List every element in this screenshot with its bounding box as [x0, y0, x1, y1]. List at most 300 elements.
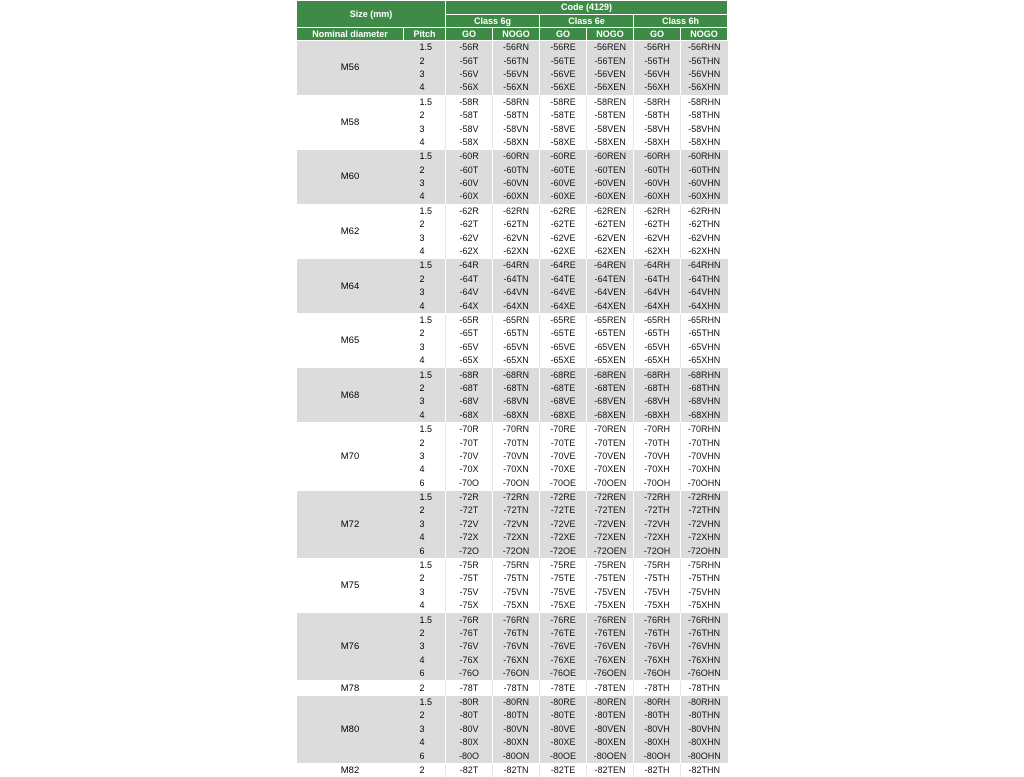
pitch-cell: 6: [404, 667, 446, 681]
nogo-6g-header: NOGO: [493, 28, 540, 41]
nogo-6e-code-cell: -56TEN: [587, 54, 634, 67]
go-6e-code-cell: -78TE: [540, 681, 587, 695]
table-row: [297, 150, 728, 164]
go-6e-code-cell: -62VE: [540, 231, 587, 244]
nogo-6g-code-cell: -70XN: [493, 463, 540, 476]
table-row: [297, 681, 728, 695]
pitch-cell: 4: [404, 299, 446, 313]
pitch-cell: 3: [404, 122, 446, 135]
go-6g-code-cell: -75V: [446, 586, 493, 599]
nogo-6g-code-cell: -62TN: [493, 218, 540, 231]
pitch-cell: 2: [404, 627, 446, 640]
pitch-cell: 4: [404, 245, 446, 259]
nogo-6h-code-cell: -76OHN: [681, 667, 728, 681]
go-6g-code-cell: -80X: [446, 736, 493, 749]
nogo-6e-code-cell: -80VEN: [587, 723, 634, 736]
pitch-cell: 3: [404, 231, 446, 244]
nogo-6e-code-cell: -60REN: [587, 150, 634, 164]
nogo-6e-code-cell: -65TEN: [587, 327, 634, 340]
nogo-6h-code-cell: -70OHN: [681, 477, 728, 491]
nogo-6g-code-cell: -76XN: [493, 654, 540, 667]
go-6h-code-cell: -60XH: [634, 190, 681, 204]
nogo-6h-code-cell: -56XHN: [681, 81, 728, 95]
nominal-diameter-cell: M65: [297, 313, 404, 368]
go-6h-code-cell: -82TH: [634, 763, 681, 777]
pitch-cell: 6: [404, 749, 446, 763]
nogo-6g-code-cell: -56VN: [493, 68, 540, 81]
pitch-header: Pitch: [404, 28, 446, 41]
table-row: [297, 41, 728, 55]
nogo-6g-code-cell: -56TN: [493, 54, 540, 67]
nogo-6h-code-cell: -60VHN: [681, 177, 728, 190]
go-6g-code-cell: -64X: [446, 299, 493, 313]
nogo-6g-code-cell: -80XN: [493, 736, 540, 749]
go-6h-code-cell: -60RH: [634, 150, 681, 164]
go-6e-code-cell: -60TE: [540, 164, 587, 177]
nogo-6e-code-cell: -62TEN: [587, 218, 634, 231]
pitch-cell: 4: [404, 531, 446, 544]
nogo-6h-code-cell: -64XHN: [681, 299, 728, 313]
go-6h-code-cell: -72OH: [634, 544, 681, 558]
go-6e-code-cell: -72VE: [540, 518, 587, 531]
go-6e-code-cell: -65TE: [540, 327, 587, 340]
pitch-cell: 3: [404, 450, 446, 463]
table-row: [297, 259, 728, 273]
go-6e-code-cell: -62RE: [540, 204, 587, 218]
nogo-6e-code-cell: -76TEN: [587, 627, 634, 640]
go-6e-code-cell: -75TE: [540, 572, 587, 585]
class-6e-header: Class 6e: [540, 15, 634, 28]
nogo-6e-code-cell: -80XEN: [587, 736, 634, 749]
nogo-6g-code-cell: -80VN: [493, 723, 540, 736]
go-6h-code-cell: -72VH: [634, 518, 681, 531]
table-row: [297, 763, 728, 777]
go-6h-code-cell: -78TH: [634, 681, 681, 695]
nogo-6g-code-cell: -76TN: [493, 627, 540, 640]
nogo-6h-code-cell: -58VHN: [681, 122, 728, 135]
go-6e-code-cell: -76XE: [540, 654, 587, 667]
go-6h-code-cell: -56XH: [634, 81, 681, 95]
pitch-cell: 4: [404, 736, 446, 749]
nogo-6h-code-cell: -80RHN: [681, 695, 728, 709]
go-6h-code-cell: -76XH: [634, 654, 681, 667]
pitch-cell: 4: [404, 463, 446, 476]
pitch-cell: 1.5: [404, 490, 446, 504]
nogo-6h-code-cell: -58THN: [681, 109, 728, 122]
nogo-6e-code-cell: -65REN: [587, 313, 634, 327]
pitch-cell: 4: [404, 354, 446, 368]
nogo-6g-code-cell: -64TN: [493, 273, 540, 286]
pitch-cell: 1.5: [404, 313, 446, 327]
pitch-cell: 1.5: [404, 41, 446, 55]
go-6h-header: GO: [634, 28, 681, 41]
go-6h-code-cell: -80VH: [634, 723, 681, 736]
nominal-diameter-cell: M56: [297, 41, 404, 96]
nominal-diameter-cell: M78: [297, 681, 404, 695]
go-6g-code-cell: -78T: [446, 681, 493, 695]
go-6h-code-cell: -75XH: [634, 599, 681, 613]
go-6e-code-cell: -58RE: [540, 95, 587, 109]
class-6g-header: Class 6g: [446, 15, 540, 28]
go-6e-code-cell: -80VE: [540, 723, 587, 736]
pitch-cell: 3: [404, 286, 446, 299]
nogo-6g-code-cell: -58TN: [493, 109, 540, 122]
nogo-6g-code-cell: -72RN: [493, 490, 540, 504]
go-6e-code-cell: -72OE: [540, 544, 587, 558]
nogo-6e-header: NOGO: [587, 28, 634, 41]
nogo-6e-code-cell: -72TEN: [587, 504, 634, 517]
go-6g-code-cell: -75X: [446, 599, 493, 613]
nominal-diameter-cell: M68: [297, 368, 404, 423]
nogo-6g-code-cell: -56XN: [493, 81, 540, 95]
go-6e-code-cell: -80XE: [540, 736, 587, 749]
nogo-6e-code-cell: -70TEN: [587, 436, 634, 449]
go-6h-code-cell: -80TH: [634, 709, 681, 722]
go-6g-code-cell: -65V: [446, 341, 493, 354]
go-6h-code-cell: -70VH: [634, 450, 681, 463]
nogo-6g-code-cell: -70ON: [493, 477, 540, 491]
nogo-6h-code-cell: -64THN: [681, 273, 728, 286]
go-6e-code-cell: -65XE: [540, 354, 587, 368]
go-6h-code-cell: -68RH: [634, 368, 681, 382]
go-6g-code-cell: -72R: [446, 490, 493, 504]
nogo-6g-code-cell: -70RN: [493, 422, 540, 436]
go-6e-code-cell: -65VE: [540, 341, 587, 354]
nogo-6h-code-cell: -80THN: [681, 709, 728, 722]
nogo-6g-code-cell: -72TN: [493, 504, 540, 517]
nogo-6e-code-cell: -68TEN: [587, 382, 634, 395]
pitch-cell: 1.5: [404, 558, 446, 572]
table-row: [297, 95, 728, 109]
pitch-cell: 1.5: [404, 613, 446, 627]
go-6h-code-cell: -72TH: [634, 504, 681, 517]
go-6h-code-cell: -80OH: [634, 749, 681, 763]
go-6e-code-cell: -58TE: [540, 109, 587, 122]
go-6e-code-cell: -75XE: [540, 599, 587, 613]
nogo-6g-code-cell: -58VN: [493, 122, 540, 135]
nogo-6e-code-cell: -68VEN: [587, 395, 634, 408]
go-6e-code-cell: -68VE: [540, 395, 587, 408]
go-6h-code-cell: -76OH: [634, 667, 681, 681]
nogo-6g-code-cell: -58RN: [493, 95, 540, 109]
go-6h-code-cell: -75RH: [634, 558, 681, 572]
nogo-6g-code-cell: -70TN: [493, 436, 540, 449]
go-6g-header: GO: [446, 28, 493, 41]
nogo-6g-code-cell: -65XN: [493, 354, 540, 368]
go-6e-code-cell: -58XE: [540, 136, 587, 150]
go-6e-code-cell: -65RE: [540, 313, 587, 327]
nogo-6e-code-cell: -76VEN: [587, 640, 634, 653]
go-6h-code-cell: -68TH: [634, 382, 681, 395]
go-6g-code-cell: -76O: [446, 667, 493, 681]
go-6g-code-cell: -68R: [446, 368, 493, 382]
nogo-6e-code-cell: -72OEN: [587, 544, 634, 558]
go-6e-code-cell: -70RE: [540, 422, 587, 436]
go-6h-code-cell: -64VH: [634, 286, 681, 299]
nogo-6h-code-cell: -70THN: [681, 436, 728, 449]
table-row: [297, 695, 728, 709]
go-6h-code-cell: -72XH: [634, 531, 681, 544]
go-6g-code-cell: -68V: [446, 395, 493, 408]
go-6h-code-cell: -62RH: [634, 204, 681, 218]
table-row: [297, 313, 728, 327]
table-row: [297, 422, 728, 436]
nogo-6e-code-cell: -60VEN: [587, 177, 634, 190]
go-6e-header: GO: [540, 28, 587, 41]
go-6h-code-cell: -70XH: [634, 463, 681, 476]
code-header: Code (4129): [446, 1, 728, 15]
go-6g-code-cell: -72V: [446, 518, 493, 531]
nogo-6g-code-cell: -75RN: [493, 558, 540, 572]
table-row: [297, 490, 728, 504]
nogo-6h-code-cell: -72THN: [681, 504, 728, 517]
go-6g-code-cell: -72T: [446, 504, 493, 517]
nogo-6e-code-cell: -75VEN: [587, 586, 634, 599]
go-6g-code-cell: -65R: [446, 313, 493, 327]
go-6g-code-cell: -56R: [446, 41, 493, 55]
go-6g-code-cell: -72O: [446, 544, 493, 558]
nogo-6g-code-cell: -76ON: [493, 667, 540, 681]
go-6g-code-cell: -75T: [446, 572, 493, 585]
go-6e-code-cell: -60RE: [540, 150, 587, 164]
go-6g-code-cell: -65T: [446, 327, 493, 340]
pitch-cell: 4: [404, 81, 446, 95]
go-6h-code-cell: -70OH: [634, 477, 681, 491]
nogo-6g-code-cell: -75TN: [493, 572, 540, 585]
pitch-cell: 6: [404, 477, 446, 491]
pitch-cell: 2: [404, 273, 446, 286]
nogo-6e-code-cell: -62XEN: [587, 245, 634, 259]
nogo-6g-code-cell: -76RN: [493, 613, 540, 627]
nogo-6h-code-cell: -75XHN: [681, 599, 728, 613]
pitch-cell: 3: [404, 518, 446, 531]
nogo-6g-code-cell: -60VN: [493, 177, 540, 190]
go-6e-code-cell: -56RE: [540, 41, 587, 55]
go-6g-code-cell: -62R: [446, 204, 493, 218]
nogo-6h-code-cell: -76RHN: [681, 613, 728, 627]
nogo-6e-code-cell: -75TEN: [587, 572, 634, 585]
go-6e-code-cell: -64RE: [540, 259, 587, 273]
nogo-6h-code-cell: -78THN: [681, 681, 728, 695]
pitch-cell: 4: [404, 136, 446, 150]
pitch-cell: 1.5: [404, 422, 446, 436]
nogo-6h-code-cell: -76THN: [681, 627, 728, 640]
go-6e-code-cell: -72XE: [540, 531, 587, 544]
pitch-cell: 3: [404, 640, 446, 653]
go-6h-code-cell: -58TH: [634, 109, 681, 122]
class-6h-header: Class 6h: [634, 15, 728, 28]
go-6e-code-cell: -76RE: [540, 613, 587, 627]
go-6h-code-cell: -60TH: [634, 164, 681, 177]
nogo-6e-code-cell: -76XEN: [587, 654, 634, 667]
go-6e-code-cell: -64VE: [540, 286, 587, 299]
pitch-cell: 2: [404, 681, 446, 695]
go-6g-code-cell: -80V: [446, 723, 493, 736]
nogo-6g-code-cell: -60XN: [493, 190, 540, 204]
go-6g-code-cell: -60V: [446, 177, 493, 190]
go-6e-code-cell: -56VE: [540, 68, 587, 81]
table-row: [297, 368, 728, 382]
go-6e-code-cell: -76VE: [540, 640, 587, 653]
nogo-6g-code-cell: -78TN: [493, 681, 540, 695]
nogo-6e-code-cell: -56VEN: [587, 68, 634, 81]
go-6e-code-cell: -70TE: [540, 436, 587, 449]
go-6g-code-cell: -60X: [446, 190, 493, 204]
go-6h-code-cell: -64TH: [634, 273, 681, 286]
go-6e-code-cell: -72RE: [540, 490, 587, 504]
go-6e-code-cell: -56TE: [540, 54, 587, 67]
go-6h-code-cell: -65RH: [634, 313, 681, 327]
size-header: Size (mm): [297, 1, 446, 28]
pitch-cell: 1.5: [404, 204, 446, 218]
nominal-diameter-cell: M70: [297, 422, 404, 490]
nogo-6h-code-cell: -65RHN: [681, 313, 728, 327]
go-6e-code-cell: -62XE: [540, 245, 587, 259]
go-6h-code-cell: -72RH: [634, 490, 681, 504]
go-6e-code-cell: -56XE: [540, 81, 587, 95]
nogo-6e-code-cell: -72XEN: [587, 531, 634, 544]
nogo-6h-code-cell: -62VHN: [681, 231, 728, 244]
go-6h-code-cell: -56TH: [634, 54, 681, 67]
pitch-cell: 4: [404, 190, 446, 204]
go-6e-code-cell: -60VE: [540, 177, 587, 190]
nogo-6e-code-cell: -56XEN: [587, 81, 634, 95]
nogo-6e-code-cell: -60TEN: [587, 164, 634, 177]
go-6h-code-cell: -58XH: [634, 136, 681, 150]
nogo-6g-code-cell: -58XN: [493, 136, 540, 150]
nominal-diameter-header: Nominal diameter: [297, 28, 404, 41]
pitch-cell: 2: [404, 54, 446, 67]
nogo-6h-code-cell: -58RHN: [681, 95, 728, 109]
pitch-cell: 4: [404, 409, 446, 423]
go-6g-code-cell: -62V: [446, 231, 493, 244]
go-6g-code-cell: -64T: [446, 273, 493, 286]
go-6g-code-cell: -58T: [446, 109, 493, 122]
go-6g-code-cell: -82T: [446, 763, 493, 777]
nogo-6h-code-cell: -68RHN: [681, 368, 728, 382]
pitch-cell: 2: [404, 164, 446, 177]
nogo-6h-code-cell: -56THN: [681, 54, 728, 67]
go-6h-code-cell: -58VH: [634, 122, 681, 135]
nogo-6h-code-cell: -70RHN: [681, 422, 728, 436]
nogo-6e-code-cell: -64TEN: [587, 273, 634, 286]
go-6g-code-cell: -70V: [446, 450, 493, 463]
go-6g-code-cell: -70T: [446, 436, 493, 449]
nogo-6g-code-cell: -62RN: [493, 204, 540, 218]
nogo-6h-code-cell: -75VHN: [681, 586, 728, 599]
go-6e-code-cell: -62TE: [540, 218, 587, 231]
pitch-cell: 4: [404, 654, 446, 667]
nogo-6h-code-cell: -60RHN: [681, 150, 728, 164]
thread-gauge-table-container: [296, 0, 728, 777]
nogo-6e-code-cell: -70REN: [587, 422, 634, 436]
go-6g-code-cell: -76R: [446, 613, 493, 627]
go-6g-code-cell: -70R: [446, 422, 493, 436]
go-6g-code-cell: -65X: [446, 354, 493, 368]
nogo-6h-code-cell: -64VHN: [681, 286, 728, 299]
nogo-6g-code-cell: -68TN: [493, 382, 540, 395]
nogo-6e-code-cell: -72REN: [587, 490, 634, 504]
nogo-6e-code-cell: -72VEN: [587, 518, 634, 531]
nogo-6h-code-cell: -76VHN: [681, 640, 728, 653]
pitch-cell: 2: [404, 572, 446, 585]
nogo-6g-code-cell: -80RN: [493, 695, 540, 709]
pitch-cell: 2: [404, 504, 446, 517]
pitch-cell: 2: [404, 327, 446, 340]
nogo-6e-code-cell: -58VEN: [587, 122, 634, 135]
nominal-diameter-cell: M75: [297, 558, 404, 613]
nogo-6h-code-cell: -72OHN: [681, 544, 728, 558]
go-6h-code-cell: -65VH: [634, 341, 681, 354]
nominal-diameter-cell: M62: [297, 204, 404, 259]
nogo-6h-header: NOGO: [681, 28, 728, 41]
pitch-cell: 2: [404, 436, 446, 449]
nogo-6g-code-cell: -68VN: [493, 395, 540, 408]
go-6e-code-cell: -68XE: [540, 409, 587, 423]
nominal-diameter-cell: M58: [297, 95, 404, 150]
pitch-cell: 3: [404, 68, 446, 81]
nogo-6e-code-cell: -70VEN: [587, 450, 634, 463]
nogo-6g-code-cell: -68RN: [493, 368, 540, 382]
go-6g-code-cell: -68X: [446, 409, 493, 423]
nogo-6e-code-cell: -62VEN: [587, 231, 634, 244]
nogo-6g-code-cell: -56RN: [493, 41, 540, 55]
nogo-6h-code-cell: -70VHN: [681, 450, 728, 463]
go-6h-code-cell: -75TH: [634, 572, 681, 585]
nogo-6e-code-cell: -64REN: [587, 259, 634, 273]
go-6h-code-cell: -60VH: [634, 177, 681, 190]
nogo-6g-code-cell: -70VN: [493, 450, 540, 463]
go-6e-code-cell: -70XE: [540, 463, 587, 476]
nogo-6g-code-cell: -65RN: [493, 313, 540, 327]
nogo-6e-code-cell: -62REN: [587, 204, 634, 218]
nogo-6g-code-cell: -75VN: [493, 586, 540, 599]
go-6g-code-cell: -72X: [446, 531, 493, 544]
go-6g-code-cell: -58V: [446, 122, 493, 135]
nogo-6e-code-cell: -65XEN: [587, 354, 634, 368]
go-6e-code-cell: -75RE: [540, 558, 587, 572]
pitch-cell: 2: [404, 218, 446, 231]
nominal-diameter-cell: M80: [297, 695, 404, 763]
nogo-6g-code-cell: -62XN: [493, 245, 540, 259]
go-6g-code-cell: -58X: [446, 136, 493, 150]
nogo-6g-code-cell: -80ON: [493, 749, 540, 763]
go-6h-code-cell: -70RH: [634, 422, 681, 436]
go-6h-code-cell: -56VH: [634, 68, 681, 81]
go-6e-code-cell: -82TE: [540, 763, 587, 777]
nogo-6e-code-cell: -80TEN: [587, 709, 634, 722]
go-6e-code-cell: -75VE: [540, 586, 587, 599]
nogo-6h-code-cell: -65THN: [681, 327, 728, 340]
go-6h-code-cell: -65TH: [634, 327, 681, 340]
go-6g-code-cell: -58R: [446, 95, 493, 109]
nogo-6h-code-cell: -80VHN: [681, 723, 728, 736]
go-6h-code-cell: -62VH: [634, 231, 681, 244]
nogo-6g-code-cell: -72VN: [493, 518, 540, 531]
go-6g-code-cell: -76T: [446, 627, 493, 640]
pitch-cell: 2: [404, 763, 446, 777]
nominal-diameter-cell: M72: [297, 490, 404, 558]
pitch-cell: 3: [404, 723, 446, 736]
nogo-6g-code-cell: -80TN: [493, 709, 540, 722]
go-6e-code-cell: -72TE: [540, 504, 587, 517]
nogo-6e-code-cell: -75XEN: [587, 599, 634, 613]
pitch-cell: 4: [404, 599, 446, 613]
nogo-6h-code-cell: -68THN: [681, 382, 728, 395]
nogo-6h-code-cell: -60THN: [681, 164, 728, 177]
go-6h-code-cell: -58RH: [634, 95, 681, 109]
pitch-cell: 2: [404, 709, 446, 722]
